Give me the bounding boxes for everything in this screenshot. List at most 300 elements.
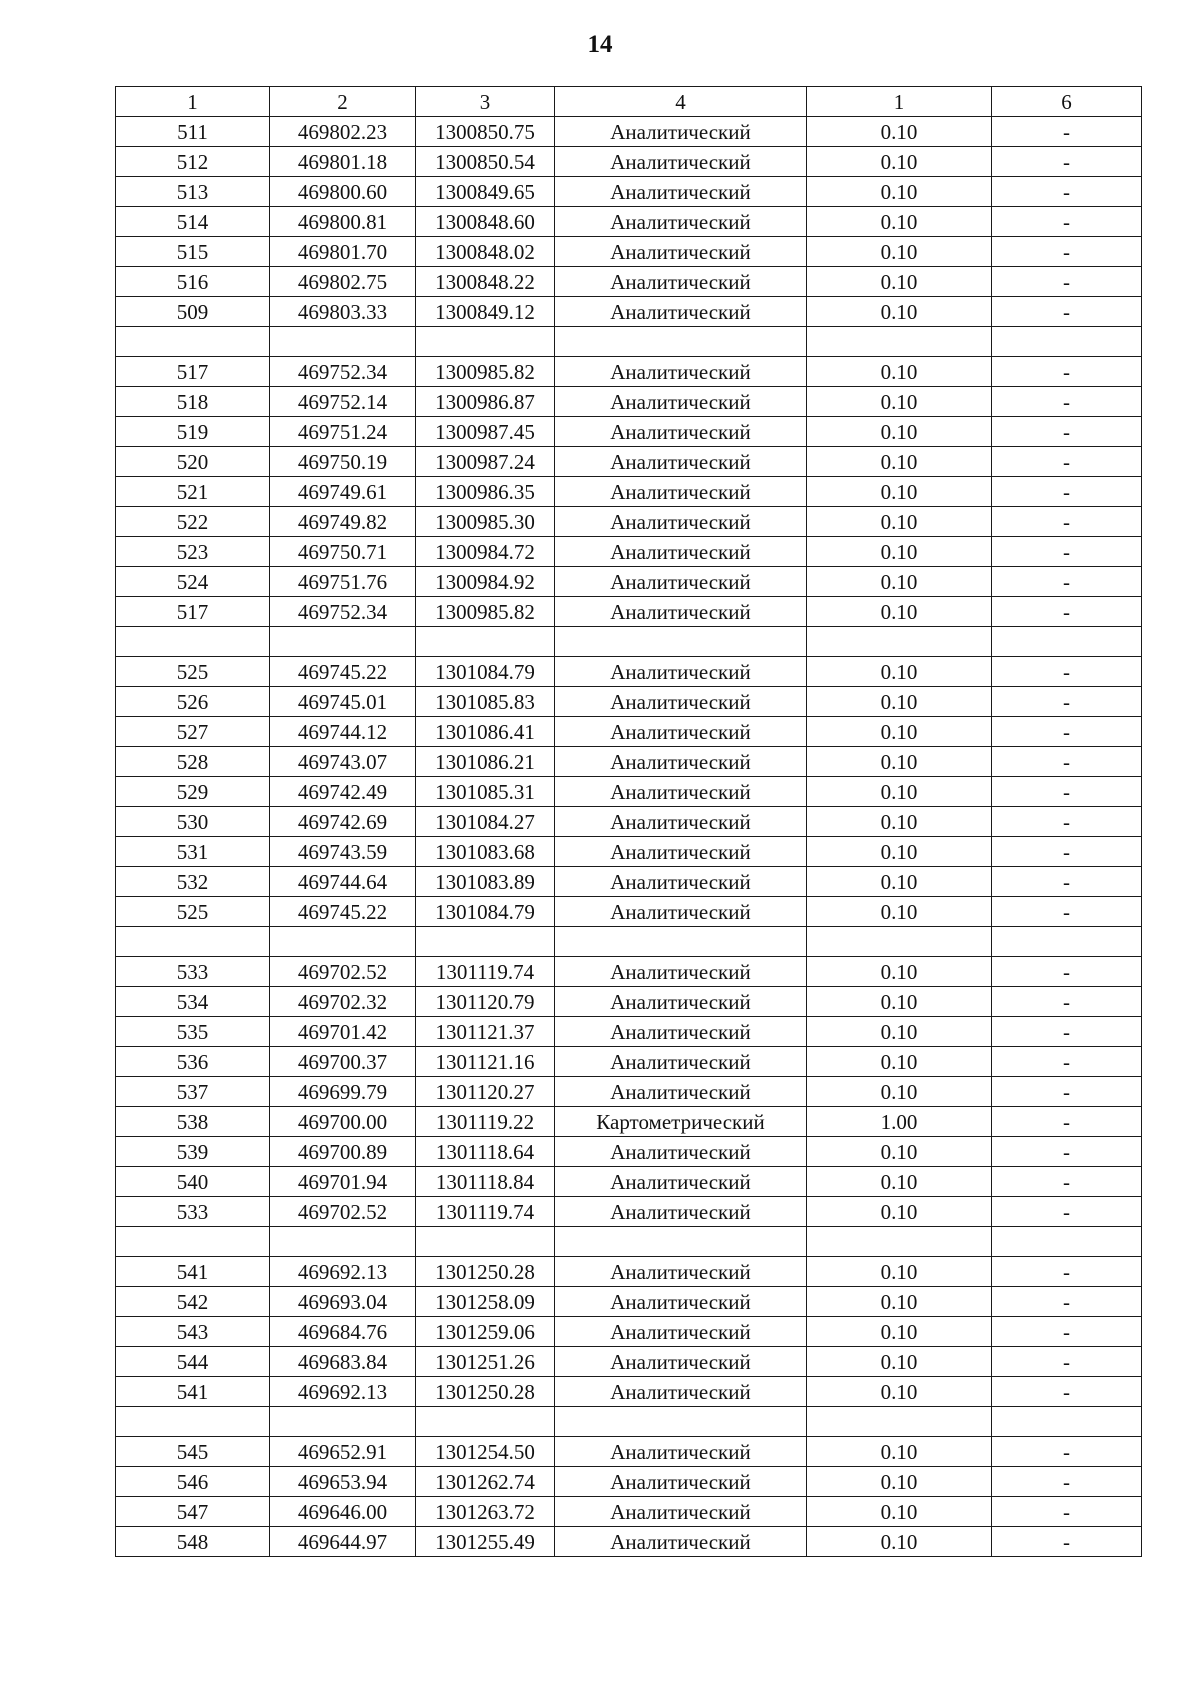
- method-cell: Аналитический: [555, 807, 807, 837]
- point-number-cell: 541: [116, 1257, 270, 1287]
- method-cell: Аналитический: [555, 1437, 807, 1467]
- point-number-cell: 533: [116, 1197, 270, 1227]
- method-cell: [555, 327, 807, 357]
- y-coordinate-cell: 1301250.28: [416, 1257, 555, 1287]
- column-header: 2: [270, 87, 416, 117]
- point-number-cell: 511: [116, 117, 270, 147]
- point-number-cell: 546: [116, 1467, 270, 1497]
- y-coordinate-cell: 1301120.79: [416, 987, 555, 1017]
- x-coordinate-cell: 469700.00: [270, 1107, 416, 1137]
- table-row: [116, 417, 1142, 447]
- description-cell: -: [992, 477, 1142, 507]
- method-cell: Аналитический: [555, 507, 807, 537]
- table-row: [116, 777, 1142, 807]
- x-coordinate-cell: 469653.94: [270, 1467, 416, 1497]
- y-coordinate-cell: 1301251.26: [416, 1347, 555, 1377]
- point-number-cell: 539: [116, 1137, 270, 1167]
- accuracy-cell: 0.10: [807, 687, 992, 717]
- method-cell: [555, 627, 807, 657]
- x-coordinate-cell: [270, 1407, 416, 1437]
- table-row: [116, 1167, 1142, 1197]
- accuracy-cell: 0.10: [807, 1137, 992, 1167]
- method-cell: Аналитический: [555, 297, 807, 327]
- accuracy-cell: 0.10: [807, 1197, 992, 1227]
- accuracy-cell: 0.10: [807, 657, 992, 687]
- description-cell: -: [992, 357, 1142, 387]
- x-coordinate-cell: [270, 627, 416, 657]
- method-cell: Аналитический: [555, 357, 807, 387]
- y-coordinate-cell: 1300987.45: [416, 417, 555, 447]
- x-coordinate-cell: 469751.76: [270, 567, 416, 597]
- table-row: [116, 1227, 1142, 1257]
- description-cell: -: [992, 1047, 1142, 1077]
- table-row: [116, 837, 1142, 867]
- y-coordinate-cell: 1300985.82: [416, 357, 555, 387]
- table-row: [116, 237, 1142, 267]
- method-cell: Аналитический: [555, 477, 807, 507]
- accuracy-cell: [807, 627, 992, 657]
- y-coordinate-cell: 1301118.64: [416, 1137, 555, 1167]
- y-coordinate-cell: 1300986.35: [416, 477, 555, 507]
- description-cell: -: [992, 1077, 1142, 1107]
- x-coordinate-cell: [270, 1227, 416, 1257]
- y-coordinate-cell: 1301263.72: [416, 1497, 555, 1527]
- description-cell: -: [992, 1347, 1142, 1377]
- x-coordinate-cell: 469702.52: [270, 1197, 416, 1227]
- point-number-cell: 519: [116, 417, 270, 447]
- accuracy-cell: 0.10: [807, 147, 992, 177]
- x-coordinate-cell: 469800.81: [270, 207, 416, 237]
- point-number-cell: 521: [116, 477, 270, 507]
- x-coordinate-cell: 469745.22: [270, 657, 416, 687]
- point-number-cell: 516: [116, 267, 270, 297]
- accuracy-cell: 0.10: [807, 1347, 992, 1377]
- method-cell: [555, 1407, 807, 1437]
- accuracy-cell: 0.10: [807, 567, 992, 597]
- point-number-cell: 518: [116, 387, 270, 417]
- point-number-cell: 541: [116, 1377, 270, 1407]
- method-cell: Аналитический: [555, 687, 807, 717]
- table-row: [116, 957, 1142, 987]
- description-cell: -: [992, 957, 1142, 987]
- x-coordinate-cell: 469800.60: [270, 177, 416, 207]
- point-number-cell: [116, 927, 270, 957]
- table-row: [116, 987, 1142, 1017]
- x-coordinate-cell: 469749.82: [270, 507, 416, 537]
- table-row: [116, 717, 1142, 747]
- y-coordinate-cell: [416, 1407, 555, 1437]
- y-coordinate-cell: 1301121.37: [416, 1017, 555, 1047]
- point-number-cell: 525: [116, 657, 270, 687]
- y-coordinate-cell: 1301084.27: [416, 807, 555, 837]
- accuracy-cell: 0.10: [807, 1017, 992, 1047]
- accuracy-cell: 0.10: [807, 1377, 992, 1407]
- x-coordinate-cell: 469752.34: [270, 357, 416, 387]
- method-cell: Аналитический: [555, 117, 807, 147]
- method-cell: Аналитический: [555, 1257, 807, 1287]
- accuracy-cell: [807, 327, 992, 357]
- x-coordinate-cell: 469702.32: [270, 987, 416, 1017]
- column-header: 4: [555, 87, 807, 117]
- x-coordinate-cell: 469644.97: [270, 1527, 416, 1557]
- coordinates-table: [115, 86, 1142, 1557]
- point-number-cell: [116, 1227, 270, 1257]
- point-number-cell: 528: [116, 747, 270, 777]
- y-coordinate-cell: 1300849.12: [416, 297, 555, 327]
- method-cell: Аналитический: [555, 717, 807, 747]
- point-number-cell: 514: [116, 207, 270, 237]
- accuracy-cell: 0.10: [807, 177, 992, 207]
- accuracy-cell: 0.10: [807, 777, 992, 807]
- x-coordinate-cell: 469801.70: [270, 237, 416, 267]
- description-cell: -: [992, 687, 1142, 717]
- accuracy-cell: 0.10: [807, 957, 992, 987]
- table-body: [116, 117, 1142, 1557]
- accuracy-cell: 0.10: [807, 1077, 992, 1107]
- accuracy-cell: 0.10: [807, 807, 992, 837]
- x-coordinate-cell: 469684.76: [270, 1317, 416, 1347]
- y-coordinate-cell: 1300985.82: [416, 597, 555, 627]
- table-row: [116, 1077, 1142, 1107]
- table-row: [116, 537, 1142, 567]
- point-number-cell: 517: [116, 357, 270, 387]
- method-cell: Аналитический: [555, 1137, 807, 1167]
- table-row: [116, 1197, 1142, 1227]
- description-cell: -: [992, 147, 1142, 177]
- table-row: [116, 807, 1142, 837]
- x-coordinate-cell: 469751.24: [270, 417, 416, 447]
- description-cell: -: [992, 117, 1142, 147]
- description-cell: -: [992, 237, 1142, 267]
- table-row: [116, 387, 1142, 417]
- description-cell: -: [992, 867, 1142, 897]
- accuracy-cell: 0.10: [807, 207, 992, 237]
- table-row: [116, 567, 1142, 597]
- point-number-cell: 522: [116, 507, 270, 537]
- method-cell: Аналитический: [555, 657, 807, 687]
- accuracy-cell: 0.10: [807, 1437, 992, 1467]
- point-number-cell: 531: [116, 837, 270, 867]
- method-cell: Аналитический: [555, 417, 807, 447]
- method-cell: Аналитический: [555, 897, 807, 927]
- y-coordinate-cell: 1301086.21: [416, 747, 555, 777]
- table-row: [116, 297, 1142, 327]
- point-number-cell: 524: [116, 567, 270, 597]
- description-cell: -: [992, 177, 1142, 207]
- y-coordinate-cell: 1300849.65: [416, 177, 555, 207]
- x-coordinate-cell: [270, 927, 416, 957]
- point-number-cell: 517: [116, 597, 270, 627]
- description-cell: -: [992, 1197, 1142, 1227]
- description-cell: -: [992, 1287, 1142, 1317]
- y-coordinate-cell: 1301250.28: [416, 1377, 555, 1407]
- y-coordinate-cell: 1301119.74: [416, 1197, 555, 1227]
- accuracy-cell: 0.10: [807, 837, 992, 867]
- point-number-cell: 509: [116, 297, 270, 327]
- y-coordinate-cell: 1300850.75: [416, 117, 555, 147]
- table-row: [116, 1257, 1142, 1287]
- description-cell: -: [992, 1107, 1142, 1137]
- table-row: [116, 747, 1142, 777]
- accuracy-cell: 0.10: [807, 417, 992, 447]
- method-cell: [555, 927, 807, 957]
- method-cell: Аналитический: [555, 447, 807, 477]
- accuracy-cell: 0.10: [807, 1287, 992, 1317]
- method-cell: Аналитический: [555, 1377, 807, 1407]
- accuracy-cell: 0.10: [807, 267, 992, 297]
- point-number-cell: 535: [116, 1017, 270, 1047]
- method-cell: Аналитический: [555, 177, 807, 207]
- point-number-cell: 515: [116, 237, 270, 267]
- description-cell: -: [992, 447, 1142, 477]
- x-coordinate-cell: 469801.18: [270, 147, 416, 177]
- table-row: [116, 177, 1142, 207]
- page-number: 14: [587, 31, 613, 58]
- point-number-cell: 544: [116, 1347, 270, 1377]
- accuracy-cell: 0.10: [807, 387, 992, 417]
- x-coordinate-cell: 469803.33: [270, 297, 416, 327]
- table-row: [116, 117, 1142, 147]
- point-number-cell: 529: [116, 777, 270, 807]
- x-coordinate-cell: 469749.61: [270, 477, 416, 507]
- method-cell: Аналитический: [555, 1197, 807, 1227]
- description-cell: -: [992, 717, 1142, 747]
- method-cell: Картометрический: [555, 1107, 807, 1137]
- y-coordinate-cell: 1300848.60: [416, 207, 555, 237]
- table-row: [116, 1437, 1142, 1467]
- x-coordinate-cell: 469700.89: [270, 1137, 416, 1167]
- description-cell: [992, 1407, 1142, 1437]
- accuracy-cell: 0.10: [807, 447, 992, 477]
- description-cell: -: [992, 1257, 1142, 1287]
- x-coordinate-cell: 469652.91: [270, 1437, 416, 1467]
- x-coordinate-cell: 469802.75: [270, 267, 416, 297]
- point-number-cell: 523: [116, 537, 270, 567]
- point-number-cell: 548: [116, 1527, 270, 1557]
- description-cell: -: [992, 537, 1142, 567]
- table-row: [116, 1347, 1142, 1377]
- accuracy-cell: 0.10: [807, 1497, 992, 1527]
- description-cell: -: [992, 567, 1142, 597]
- x-coordinate-cell: 469692.13: [270, 1377, 416, 1407]
- method-cell: Аналитический: [555, 1467, 807, 1497]
- table-row: [116, 627, 1142, 657]
- table-row: [116, 357, 1142, 387]
- method-cell: Аналитический: [555, 1287, 807, 1317]
- method-cell: Аналитический: [555, 987, 807, 1017]
- table-row: [116, 687, 1142, 717]
- description-cell: -: [992, 207, 1142, 237]
- y-coordinate-cell: 1301255.49: [416, 1527, 555, 1557]
- accuracy-cell: 0.10: [807, 507, 992, 537]
- description-cell: [992, 1227, 1142, 1257]
- x-coordinate-cell: 469743.07: [270, 747, 416, 777]
- table-row: [116, 1377, 1142, 1407]
- table-row: [116, 1017, 1142, 1047]
- x-coordinate-cell: 469744.64: [270, 867, 416, 897]
- x-coordinate-cell: 469699.79: [270, 1077, 416, 1107]
- x-coordinate-cell: 469750.19: [270, 447, 416, 477]
- y-coordinate-cell: 1300987.24: [416, 447, 555, 477]
- accuracy-cell: 1.00: [807, 1107, 992, 1137]
- point-number-cell: 520: [116, 447, 270, 477]
- accuracy-cell: 0.10: [807, 1467, 992, 1497]
- column-header: 3: [416, 87, 555, 117]
- y-coordinate-cell: 1300848.02: [416, 237, 555, 267]
- description-cell: -: [992, 1377, 1142, 1407]
- accuracy-cell: 0.10: [807, 117, 992, 147]
- y-coordinate-cell: 1301083.89: [416, 867, 555, 897]
- method-cell: Аналитический: [555, 957, 807, 987]
- y-coordinate-cell: 1301262.74: [416, 1467, 555, 1497]
- accuracy-cell: 0.10: [807, 1167, 992, 1197]
- table-row: [116, 867, 1142, 897]
- y-coordinate-cell: 1301258.09: [416, 1287, 555, 1317]
- table-row: [116, 1527, 1142, 1557]
- description-cell: -: [992, 297, 1142, 327]
- point-number-cell: 538: [116, 1107, 270, 1137]
- point-number-cell: 545: [116, 1437, 270, 1467]
- description-cell: -: [992, 897, 1142, 927]
- description-cell: -: [992, 1437, 1142, 1467]
- point-number-cell: 543: [116, 1317, 270, 1347]
- description-cell: -: [992, 837, 1142, 867]
- description-cell: -: [992, 807, 1142, 837]
- y-coordinate-cell: 1301086.41: [416, 717, 555, 747]
- accuracy-cell: 0.10: [807, 1527, 992, 1557]
- y-coordinate-cell: 1301085.83: [416, 687, 555, 717]
- description-cell: -: [992, 417, 1142, 447]
- accuracy-cell: 0.10: [807, 537, 992, 567]
- method-cell: Аналитический: [555, 1347, 807, 1377]
- y-coordinate-cell: 1300848.22: [416, 267, 555, 297]
- method-cell: Аналитический: [555, 777, 807, 807]
- y-coordinate-cell: 1300984.92: [416, 567, 555, 597]
- accuracy-cell: 0.10: [807, 897, 992, 927]
- point-number-cell: 536: [116, 1047, 270, 1077]
- method-cell: Аналитический: [555, 1167, 807, 1197]
- table-row: [116, 927, 1142, 957]
- description-cell: -: [992, 1137, 1142, 1167]
- x-coordinate-cell: 469646.00: [270, 1497, 416, 1527]
- y-coordinate-cell: 1300984.72: [416, 537, 555, 567]
- x-coordinate-cell: 469745.22: [270, 897, 416, 927]
- x-coordinate-cell: 469752.14: [270, 387, 416, 417]
- y-coordinate-cell: 1301120.27: [416, 1077, 555, 1107]
- method-cell: Аналитический: [555, 837, 807, 867]
- x-coordinate-cell: 469742.49: [270, 777, 416, 807]
- table-row: [116, 1107, 1142, 1137]
- table-row: [116, 597, 1142, 627]
- table-row: [116, 1467, 1142, 1497]
- point-number-cell: [116, 327, 270, 357]
- x-coordinate-cell: 469701.94: [270, 1167, 416, 1197]
- method-cell: Аналитический: [555, 567, 807, 597]
- accuracy-cell: 0.10: [807, 717, 992, 747]
- method-cell: Аналитический: [555, 147, 807, 177]
- table-row: [116, 1287, 1142, 1317]
- x-coordinate-cell: 469700.37: [270, 1047, 416, 1077]
- accuracy-cell: [807, 1407, 992, 1437]
- description-cell: -: [992, 387, 1142, 417]
- y-coordinate-cell: 1300985.30: [416, 507, 555, 537]
- x-coordinate-cell: 469742.69: [270, 807, 416, 837]
- x-coordinate-cell: 469802.23: [270, 117, 416, 147]
- description-cell: -: [992, 1527, 1142, 1557]
- table-row: [116, 147, 1142, 177]
- description-cell: -: [992, 747, 1142, 777]
- method-cell: Аналитический: [555, 1317, 807, 1347]
- y-coordinate-cell: 1301121.16: [416, 1047, 555, 1077]
- description-cell: -: [992, 1467, 1142, 1497]
- point-number-cell: [116, 627, 270, 657]
- description-cell: [992, 327, 1142, 357]
- accuracy-cell: 0.10: [807, 237, 992, 267]
- y-coordinate-cell: 1301085.31: [416, 777, 555, 807]
- x-coordinate-cell: 469683.84: [270, 1347, 416, 1377]
- point-number-cell: [116, 1407, 270, 1437]
- table-row: [116, 327, 1142, 357]
- y-coordinate-cell: 1301259.06: [416, 1317, 555, 1347]
- method-cell: Аналитический: [555, 1077, 807, 1107]
- point-number-cell: 540: [116, 1167, 270, 1197]
- y-coordinate-cell: 1301118.84: [416, 1167, 555, 1197]
- method-cell: [555, 1227, 807, 1257]
- accuracy-cell: 0.10: [807, 1257, 992, 1287]
- point-number-cell: 542: [116, 1287, 270, 1317]
- point-number-cell: 533: [116, 957, 270, 987]
- point-number-cell: 512: [116, 147, 270, 177]
- x-coordinate-cell: 469692.13: [270, 1257, 416, 1287]
- x-coordinate-cell: [270, 327, 416, 357]
- table-row: [116, 267, 1142, 297]
- point-number-cell: 530: [116, 807, 270, 837]
- column-header: 1: [807, 87, 992, 117]
- description-cell: -: [992, 1167, 1142, 1197]
- table-row: [116, 1047, 1142, 1077]
- method-cell: Аналитический: [555, 1527, 807, 1557]
- description-cell: [992, 627, 1142, 657]
- description-cell: -: [992, 1317, 1142, 1347]
- y-coordinate-cell: 1301084.79: [416, 657, 555, 687]
- method-cell: Аналитический: [555, 237, 807, 267]
- method-cell: Аналитический: [555, 1017, 807, 1047]
- table-row: [116, 507, 1142, 537]
- accuracy-cell: [807, 927, 992, 957]
- method-cell: Аналитический: [555, 207, 807, 237]
- accuracy-cell: 0.10: [807, 477, 992, 507]
- point-number-cell: 525: [116, 897, 270, 927]
- method-cell: Аналитический: [555, 597, 807, 627]
- x-coordinate-cell: 469745.01: [270, 687, 416, 717]
- table-row: [116, 1317, 1142, 1347]
- x-coordinate-cell: 469744.12: [270, 717, 416, 747]
- point-number-cell: 532: [116, 867, 270, 897]
- accuracy-cell: 0.10: [807, 747, 992, 777]
- description-cell: -: [992, 507, 1142, 537]
- method-cell: Аналитический: [555, 867, 807, 897]
- method-cell: Аналитический: [555, 747, 807, 777]
- method-cell: Аналитический: [555, 267, 807, 297]
- table-row: [116, 657, 1142, 687]
- x-coordinate-cell: 469693.04: [270, 1287, 416, 1317]
- description-cell: -: [992, 987, 1142, 1017]
- point-number-cell: 534: [116, 987, 270, 1017]
- y-coordinate-cell: 1300986.87: [416, 387, 555, 417]
- y-coordinate-cell: 1301254.50: [416, 1437, 555, 1467]
- description-cell: -: [992, 1497, 1142, 1527]
- description-cell: -: [992, 267, 1142, 297]
